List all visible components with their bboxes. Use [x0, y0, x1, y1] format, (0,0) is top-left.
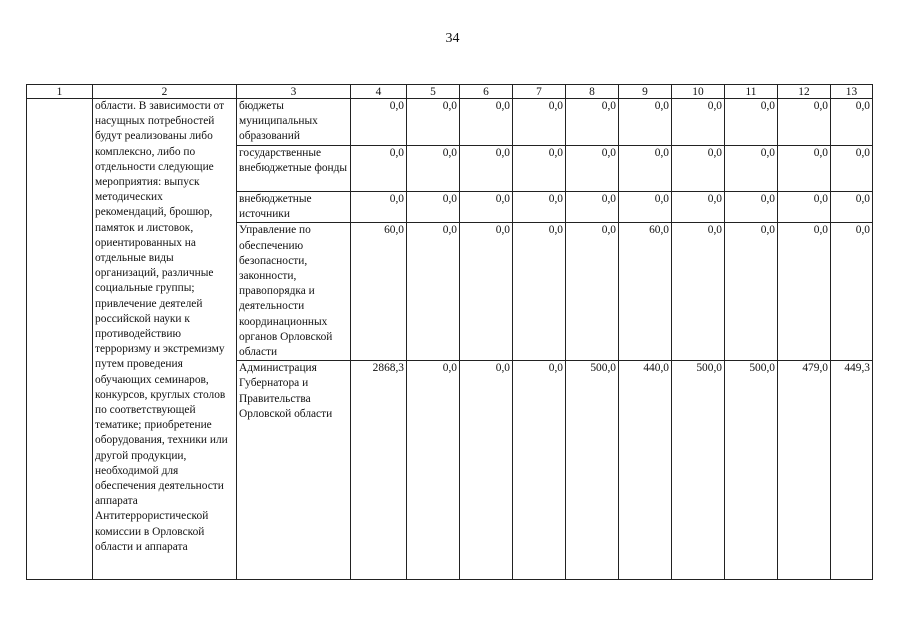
value-cell: 500,0	[566, 361, 619, 580]
value-cell: 0,0	[460, 146, 513, 192]
value-cell: 0,0	[407, 192, 460, 223]
value-cell: 60,0	[619, 223, 672, 361]
value-cell: 0,0	[566, 192, 619, 223]
value-cell: 0,0	[619, 99, 672, 146]
value-cell: 0,0	[619, 146, 672, 192]
column-header: 13	[831, 85, 873, 99]
value-cell: 2868,3	[351, 361, 407, 580]
value-cell: 0,0	[407, 223, 460, 361]
page-number: 34	[445, 31, 460, 46]
column-header: 11	[725, 85, 778, 99]
value-cell: 0,0	[407, 361, 460, 580]
value-cell: 0,0	[460, 361, 513, 580]
value-cell: 0,0	[672, 146, 725, 192]
measure-description: области. В зависимости от насущных потребностей будут реализованы либо комплексно, либо по отдельности следующие мероприятия: выпуск методических рекомендаций, брошюр, памяток и листовок, ориентированных на отдельные виды организаций, различные социальные группы; привлечение деятелей российской науки к противодействию терроризму и экстремизму путем проведения обучающих семинаров, конкурсов, круглых столов по соответствующей тематике; приобретение оборудования, техники или другой продукции, необходимой для обеспечения деятельности аппарата Антитеррористической комиссии в Орловской области и аппарата	[93, 99, 237, 580]
value-cell: 0,0	[619, 192, 672, 223]
column-header: 6	[460, 85, 513, 99]
value-cell: 0,0	[351, 146, 407, 192]
value-cell: 0,0	[513, 223, 566, 361]
value-cell: 500,0	[725, 361, 778, 580]
column-header: 1	[27, 85, 93, 99]
value-cell: 0,0	[831, 223, 873, 361]
funding-source: внебюджетные источники	[237, 192, 351, 223]
column-header: 8	[566, 85, 619, 99]
value-cell: 479,0	[778, 361, 831, 580]
value-cell: 0,0	[672, 192, 725, 223]
value-cell: 0,0	[460, 99, 513, 146]
table-row	[27, 99, 873, 146]
value-cell: 0,0	[725, 99, 778, 146]
value-cell: 0,0	[566, 146, 619, 192]
value-cell: 0,0	[351, 99, 407, 146]
column-header: 7	[513, 85, 566, 99]
value-cell: 0,0	[407, 99, 460, 146]
budget-table	[26, 84, 873, 580]
value-cell: 0,0	[513, 99, 566, 146]
value-cell: 0,0	[566, 99, 619, 146]
value-cell: 0,0	[407, 146, 460, 192]
value-cell: 0,0	[351, 192, 407, 223]
value-cell: 440,0	[619, 361, 672, 580]
value-cell: 0,0	[460, 223, 513, 361]
funding-source: Управление по обеспечению безопасности, законности, правопорядка и деятельности координационных органов Орловской области	[237, 223, 351, 361]
value-cell: 0,0	[672, 223, 725, 361]
value-cell: 0,0	[778, 99, 831, 146]
column-header: 3	[237, 85, 351, 99]
funding-source: Администрация Губернатора и Правительства Орловской области	[237, 361, 351, 580]
value-cell: 500,0	[672, 361, 725, 580]
table-header-row	[27, 85, 873, 99]
value-cell: 0,0	[725, 223, 778, 361]
value-cell: 0,0	[513, 361, 566, 580]
value-cell: 0,0	[778, 192, 831, 223]
value-cell: 0,0	[513, 192, 566, 223]
value-cell: 0,0	[831, 192, 873, 223]
row-number-cell	[27, 99, 93, 580]
value-cell: 0,0	[778, 223, 831, 361]
column-header: 9	[619, 85, 672, 99]
value-cell: 0,0	[831, 146, 873, 192]
value-cell: 0,0	[460, 192, 513, 223]
value-cell: 60,0	[351, 223, 407, 361]
column-header: 2	[93, 85, 237, 99]
value-cell: 449,3	[831, 361, 873, 580]
value-cell: 0,0	[725, 146, 778, 192]
funding-source: бюджеты муниципальных образований	[237, 99, 351, 146]
column-header: 5	[407, 85, 460, 99]
value-cell: 0,0	[672, 99, 725, 146]
column-header: 4	[351, 85, 407, 99]
value-cell: 0,0	[513, 146, 566, 192]
column-header: 10	[672, 85, 725, 99]
value-cell: 0,0	[831, 99, 873, 146]
value-cell: 0,0	[778, 146, 831, 192]
value-cell: 0,0	[566, 223, 619, 361]
funding-source: государственные внебюджетные фонды	[237, 146, 351, 192]
value-cell: 0,0	[725, 192, 778, 223]
column-header: 12	[778, 85, 831, 99]
